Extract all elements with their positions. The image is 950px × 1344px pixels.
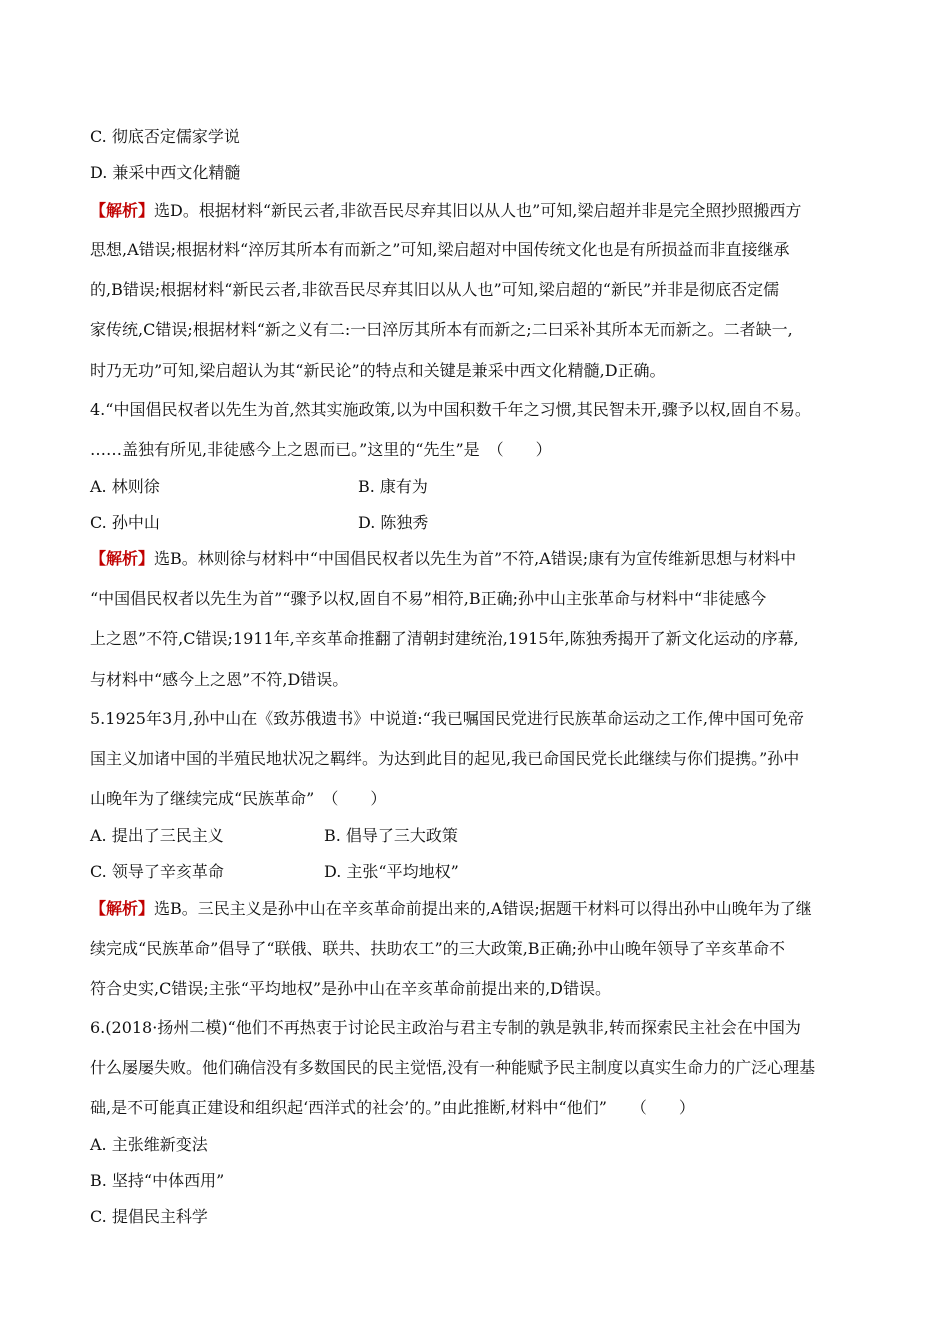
q3-analysis-line-1: 【解析】选D。根据材料“新民云者,非欲吾民尽弃其旧以从人也”可知,梁启超并非是完全照抄照搬西方: [90, 201, 802, 220]
q5-analysis-line-1: 【解析】选B。三民主义是孙中山在辛亥革命前提出来的,A错误;据题干材料可以得出孙中山晚年为了继: [90, 899, 812, 918]
q6-option-b: B. 坚持“中体西用”: [90, 1171, 225, 1190]
q5-analysis-line-3: 符合史实,C错误;主张“平均地权”是孙中山在辛亥革命前提出来的,D错误。: [90, 979, 611, 998]
q3-analysis-line-4: 家传统,C错误;根据材料“新之义有二:一曰淬厉其所本有而新之;二曰采补其所本无而新之。二者缺一,: [90, 320, 793, 339]
q3-option-c: C. 彻底否定儒家学说: [90, 127, 240, 146]
q4-option-row-2: [90, 513, 870, 533]
q6-option-c: C. 提倡民主科学: [90, 1207, 208, 1226]
q4-analysis-line-1: 【解析】选B。林则徐与材料中“中国倡民权者以先生为首”不符,A错误;康有为宣传维新思想与材料中: [90, 549, 797, 568]
q4-option-d: D. 陈独秀: [358, 513, 429, 532]
q4-analysis-line-4: 与材料中“感今上之恩”不符,D错误。: [90, 670, 349, 689]
q5-option-row-1: [90, 826, 870, 846]
q4-option-c: C. 孙中山: [90, 513, 160, 532]
q5-option-a: A. 提出了三民主义: [90, 826, 224, 845]
analysis-tag: 【解析】: [90, 899, 155, 918]
q4-stem-line-2: ……盖独有所见,非徒感今上之恩而已。”这里的“先生”是 （ ）: [90, 440, 552, 459]
q4-option-b: B. 康有为: [358, 477, 428, 496]
q6-stem-line-2: 什么屡屡失败。他们确信没有多数国民的民主觉悟,没有一种能赋予民主制度以真实生命力的广泛心理基: [90, 1058, 816, 1077]
analysis-tag: 【解析】: [90, 201, 155, 220]
q6-option-a: A. 主张维新变法: [90, 1135, 208, 1154]
q4-option-a: A. 林则徐: [90, 477, 160, 496]
q5-stem-line-2: 国主义加诸中国的半殖民地状况之羁绊。为达到此目的起见,我已命国民党长此继续与你们提携。”孙中: [90, 749, 800, 768]
analysis-tag: 【解析】: [90, 549, 155, 568]
q6-stem-line-1: 6.(2018·扬州二模)“他们不再热衷于讨论民主政治与君主专制的孰是孰非,转而探索民主社会在中国为: [90, 1018, 801, 1037]
q3-analysis-line-3: 的,B错误;根据材料“新民云者,非欲吾民尽弃其旧以从人也”可知,梁启超的“新民”并非是彻底否定儒: [90, 280, 780, 299]
q5-analysis-line-2: 续完成“民族革命”倡导了“联俄、联共、扶助农工”的三大政策,B正确;孙中山晚年领导了辛亥革命不: [90, 939, 785, 958]
q4-analysis-line-3: 上之恩”不符,C错误;1911年,辛亥革命推翻了清朝封建统治,1915年,陈独秀揭开了新文化运动的序幕,: [90, 629, 799, 648]
q5-option-c: C. 领导了辛亥革命: [90, 862, 224, 881]
q3-option-d: D. 兼采中西文化精髓: [90, 163, 241, 182]
q3-analysis-line-2: 思想,A错误;根据材料“淬厉其所本有而新之”可知,梁启超对中国传统文化也是有所损益而非直接继承: [90, 240, 790, 259]
q5-stem-line-3: 山晚年为了继续完成“民族革命” （ ）: [90, 789, 387, 808]
q4-option-row-1: [90, 477, 870, 497]
q4-analysis-line-2: “中国倡民权者以先生为首”“骤予以权,固自不易”相符,B正确;孙中山主张革命与材料中“非徒感今: [90, 589, 767, 608]
q5-option-b: B. 倡导了三大政策: [324, 826, 458, 845]
q5-stem-line-1: 5.1925年3月,孙中山在《致苏俄遗书》中说道:“我已嘱国民党进行民族革命运动之工作,俾中国可免帝: [90, 709, 804, 728]
q5-option-row-2: [90, 862, 870, 882]
q6-stem-line-3: 础,是不可能真正建设和组织起‘西洋式的社会’的。”由此推断,材料中“他们” （ ）: [90, 1098, 695, 1117]
q3-analysis-line-5: 时乃无功”可知,梁启超认为其“新民论”的特点和关键是兼采中西文化精髓,D正确。: [90, 361, 666, 380]
q5-option-d: D. 主张“平均地权”: [324, 862, 459, 881]
q4-stem-line-1: 4.“中国倡民权者以先生为首,然其实施政策,以为中国积数千年之习惯,其民智未开,骤予以权,固自不易。: [90, 400, 811, 419]
